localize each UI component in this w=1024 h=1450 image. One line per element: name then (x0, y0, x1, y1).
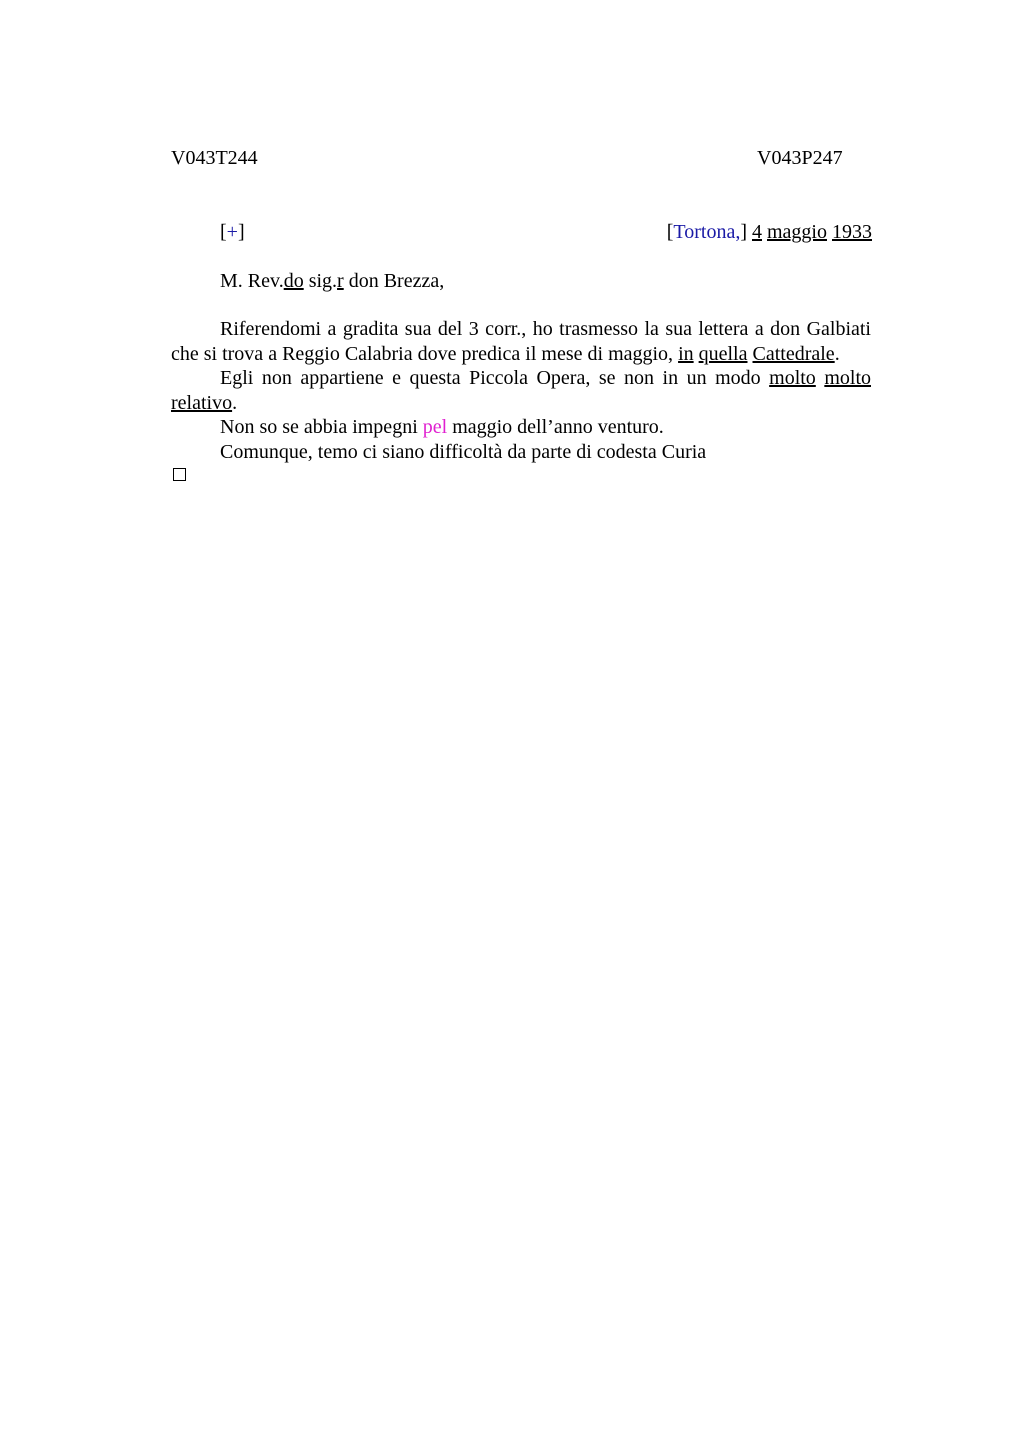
cross-icon: + (226, 221, 238, 243)
paragraph-2 (171, 366, 871, 415)
underlined-in: in (678, 342, 694, 365)
underlined-quella: quella (698, 342, 748, 365)
end-square-icon (173, 468, 186, 481)
underlined-cattedrale: Cattedrale (752, 342, 835, 365)
paragraph-1-end: . (834, 342, 840, 365)
mark-bracket-open: [ (220, 221, 227, 243)
paragraph-3 (171, 415, 871, 440)
salutation-abbrev-r: r (337, 270, 344, 292)
paragraph-2-end: . (232, 391, 238, 414)
dateline-day: 4 (752, 221, 762, 243)
salutation-abbrev-do: do (283, 270, 304, 292)
dateline-month: maggio (767, 221, 827, 243)
salutation-part1: M. Rev. (220, 270, 284, 292)
paragraph-3-text-end: maggio dell’anno venturo. (447, 416, 664, 438)
cross-mark (220, 220, 245, 244)
document-code-right: V043P247 (757, 147, 843, 169)
paragraph-2-text: Egli non appartiene e questa Piccola Opera, se non in un modo (220, 367, 770, 389)
paragraph-4-text: Comunque, temo ci siano difficoltà da parte di codesta Curia (220, 440, 707, 463)
salutation-part3: don Brezza, (343, 270, 445, 292)
salutation (220, 269, 444, 293)
underlined-molto: molto (769, 367, 816, 389)
dateline-bracket-open: [ (666, 221, 674, 243)
underlined-molto-relativo: molto relativo (171, 367, 871, 414)
paragraph-4 (171, 440, 871, 465)
salutation-part2: sig. (303, 270, 338, 292)
letter-body (171, 317, 871, 464)
paragraph-1 (171, 317, 871, 366)
paragraph-1-text: Riferendomi a gradita sua del 3 corr., ho trasmesso la sua lettera a don Galbiati che si trova a Reggio Calabria dove predica il mese di maggio, (171, 318, 871, 365)
dateline-bracket-close: ] (740, 221, 747, 243)
document-code-left: V043T244 (171, 147, 258, 169)
mark-bracket-close: ] (237, 221, 245, 243)
dateline-place: Tortona, (673, 221, 741, 243)
dateline (667, 220, 872, 244)
highlighted-word: pel (422, 416, 448, 438)
dateline-year: 1933 (832, 221, 872, 243)
paragraph-3-text: Non so se abbia impegni (220, 416, 423, 438)
